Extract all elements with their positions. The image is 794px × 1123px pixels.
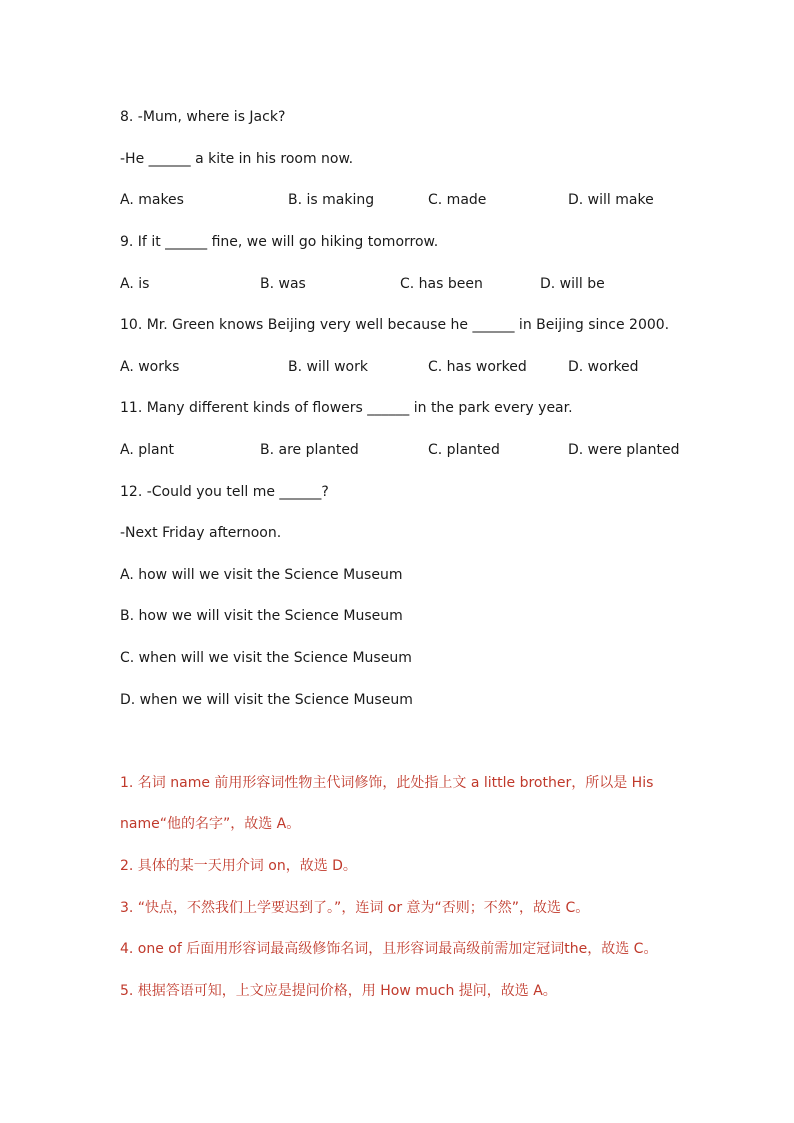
question-12-stem: 12. -Could you tell me ______? [120, 484, 329, 500]
question-11-option-a: A. plant [120, 442, 174, 458]
question-10-stem: 10. Mr. Green knows Beijing very well because he ______ in Beijing since 2000. [120, 317, 670, 333]
answer-3: 3. “快点，不然我们上学要迟到了。”，连词 or 意为“否则；不然”，故选 C。 [120, 900, 590, 916]
question-11-option-c: C. planted [428, 442, 500, 458]
answer-4: 4. one of 后面用形容词最高级修饰名词，且形容词最高级前需加定冠词the，故选 C。 [120, 941, 658, 957]
answer-1-line-2: name“他的名字”，故选 A。 [120, 816, 301, 832]
question-12-option-a: A. how will we visit the Science Museum [120, 567, 403, 583]
answer-5: 5. 根据答语可知，上文应是提问价格，用 How much 提问，故选 A。 [120, 983, 557, 999]
answer-2: 2. 具体的某一天用介词 on，故选 D。 [120, 858, 357, 874]
question-11-option-d: D. were planted [568, 442, 680, 458]
question-11-option-b: B. are planted [260, 442, 359, 458]
question-10-option-c: C. has worked [428, 359, 527, 375]
question-12-option-b: B. how we will visit the Science Museum [120, 608, 403, 624]
question-9-option-a: A. is [120, 276, 150, 292]
question-10-option-a: A. works [120, 359, 180, 375]
question-11-stem: 11. Many different kinds of flowers ______ in the park every year. [120, 400, 573, 416]
question-9-option-c: C. has been [400, 276, 483, 292]
question-8-option-c: C. made [428, 192, 487, 208]
question-8-stem: 8. -Mum, where is Jack? [120, 109, 286, 125]
question-9-option-d: D. will be [540, 276, 605, 292]
question-8-option-a: A. makes [120, 192, 184, 208]
question-12-option-d: D. when we will visit the Science Museum [120, 692, 413, 708]
question-9-stem: 9. If it ______ fine, we will go hiking tomorrow. [120, 234, 439, 250]
answer-1-line-1: 1. 名词 name 前用形容词性物主代词修饰，此处指上文 a little brother，所以是 His [120, 775, 654, 791]
question-8-option-d: D. will make [568, 192, 654, 208]
question-10-option-d: D. worked [568, 359, 639, 375]
question-12-option-c: C. when will we visit the Science Museum [120, 650, 412, 666]
question-10-option-b: B. will work [288, 359, 368, 375]
question-8-response: -He ______ a kite in his room now. [120, 151, 354, 167]
question-8-option-b: B. is making [288, 192, 375, 208]
question-12-response: -Next Friday afternoon. [120, 525, 282, 541]
question-9-option-b: B. was [260, 276, 306, 292]
